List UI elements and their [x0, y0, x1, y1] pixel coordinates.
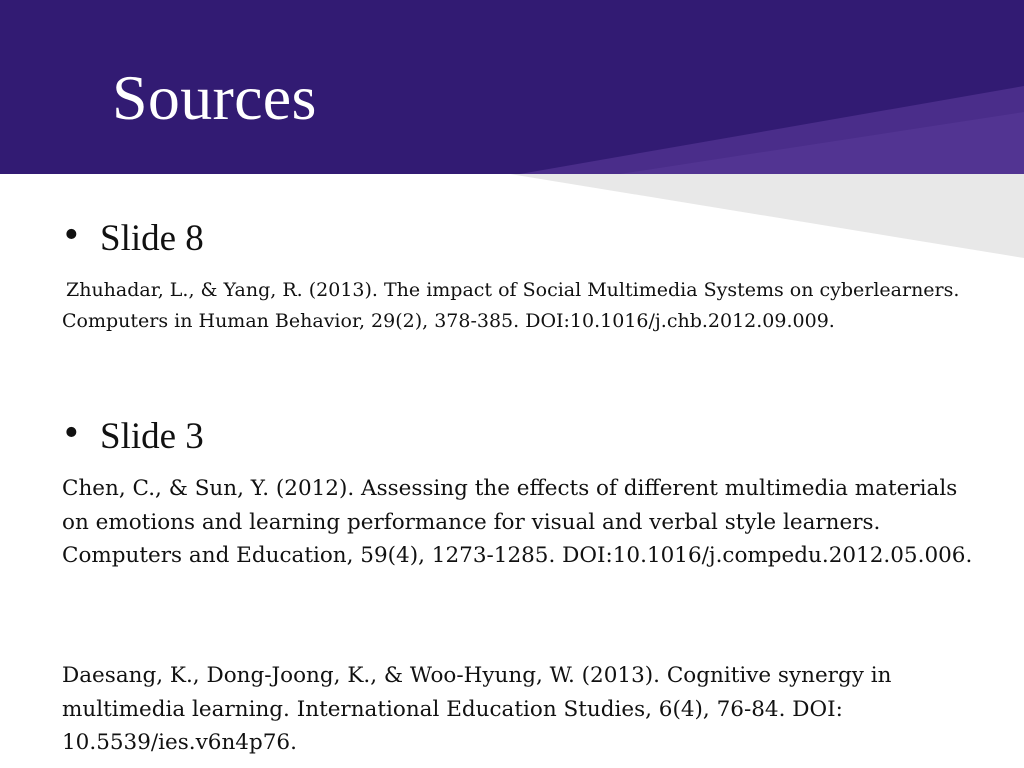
- section-heading-label: Slide 3: [100, 416, 204, 457]
- citation-zhuhadar-2013: Zhuhadar, L., & Yang, R. (2013). The impact of Social Multimedia Systems on cyberlearners. Computers in Human Behavior, 29(2), 378-385. DOI:10.1016/j.chb.2012.09.009.: [62, 279, 960, 332]
- citation-chen-2012: Chen, C., & Sun, Y. (2012). Assessing the effects of different multimedia materials on emotions and learning performance for visual and verbal style learners. Computers and Education, 59(4), 1273-1285. DOI:10.1016/j.compedu.2012.05.006.: [62, 476, 973, 568]
- section-heading-label: Slide 8: [100, 218, 204, 259]
- bullet-dot-icon: •: [64, 410, 79, 456]
- bullet-dot-icon: •: [64, 212, 79, 258]
- gray-swoosh: [510, 174, 1024, 258]
- citation-daesang-2013: Daesang, K., Dong-Joong, K., & Woo-Hyung, W. (2013). Cognitive synergy in multimedia learning. International Education Studies, 6(4), 76-84. DOI: 10.5539/ies.v6n4p76.: [62, 663, 892, 755]
- slide-title: Sources: [112, 62, 317, 133]
